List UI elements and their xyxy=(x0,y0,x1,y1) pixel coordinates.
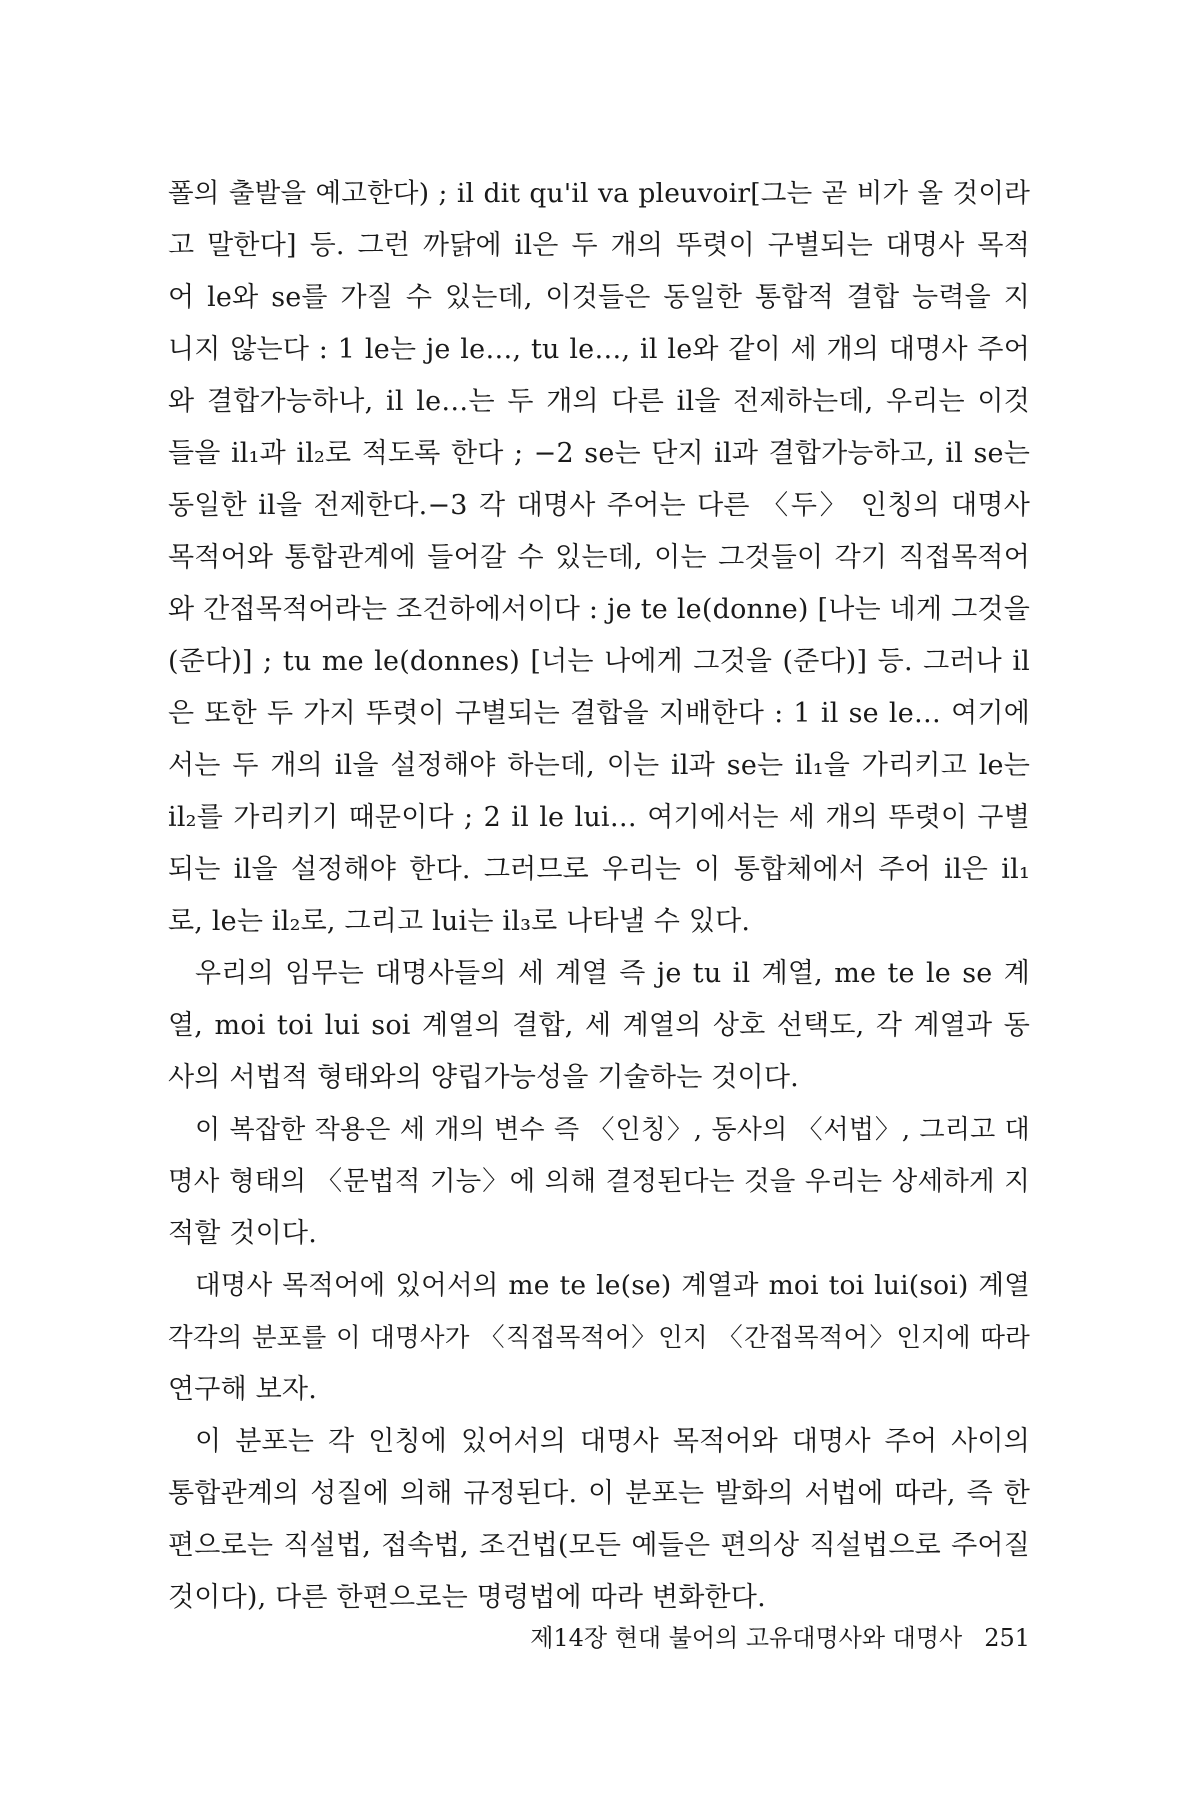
text-line: 폴의 출발을 예고한다) ; il dit qu'il va pleuvoir[그는 곧 비가 올 것이라 xyxy=(168,178,1030,209)
text-line: 로, le는 il₂로, 그리고 lui는 il₃로 나타낼 수 있다. xyxy=(168,906,751,937)
text-line: 들을 il₁과 il₂로 적도록 한다 ; −2 se는 단지 il과 결합가능하고, il se는 xyxy=(168,438,1030,469)
text-line: 서는 두 개의 il을 설정해야 하는데, 이는 il과 se는 il₁을 가리키고 le는 xyxy=(168,750,1030,781)
text-line: 되는 il을 설정해야 한다. 그러므로 우리는 이 통합체에서 주어 il은 il₁ xyxy=(168,854,1030,885)
text-line: 목적어와 통합관계에 들어갈 수 있는데, 이는 그것들이 각기 직접목적어 xyxy=(168,542,1030,573)
text-line: 것이다), 다른 한편으로는 명령법에 따라 변화한다. xyxy=(168,1582,766,1613)
text-line: 사의 서법적 형태와의 양립가능성을 기술하는 것이다. xyxy=(168,1062,799,1093)
text-line: 편으로는 직설법, 접속법, 조건법(모든 예들은 편의상 직설법으로 주어질 xyxy=(168,1530,1030,1561)
text-line: 은 또한 두 가지 뚜렷이 구별되는 결합을 지배한다 : 1 il se le… 여기에 xyxy=(168,698,1030,729)
text-line: 와 간접목적어라는 조건하에서이다 : je te le(donne) [나는 네게 그것을 xyxy=(168,594,1030,625)
text-line: 우리의 임무는 대명사들의 세 계열 즉 je tu il 계열, me te le se 계 xyxy=(195,958,1030,989)
paragraph xyxy=(168,1260,1030,1416)
text-line: 어 le와 se를 가질 수 있는데, 이것들은 동일한 통합적 결합 능력을 지 xyxy=(168,282,1030,313)
paragraph xyxy=(168,1104,1030,1260)
text-line: 적할 것이다. xyxy=(168,1218,317,1249)
text-line: 명사 형태의 〈문법적 기능〉에 의해 결정된다는 것을 우리는 상세하게 지 xyxy=(168,1166,1030,1197)
text-line: 와 결합가능하나, il le…는 두 개의 다른 il을 전제하는데, 우리는 이것 xyxy=(168,386,1030,417)
text-line: 니지 않는다 : 1 le는 je le…, tu le…, il le와 같이 세 개의 대명사 주어 xyxy=(168,334,1030,365)
text-line: il₂를 가리키기 때문이다 ; 2 il le lui… 여기에서는 세 개의 뚜렷이 구별 xyxy=(168,802,1030,833)
paragraph xyxy=(168,1416,1030,1624)
page-footer xyxy=(450,1618,1030,1653)
paragraph xyxy=(168,168,1030,948)
running-title: 제14장 현대 불어의 고유대명사와 대명사 xyxy=(530,1624,963,1652)
text-line: 열, moi toi lui soi 계열의 결합, 세 계열의 상호 선택도, 각 계열과 동 xyxy=(168,1010,1030,1041)
body-text xyxy=(168,168,1030,1624)
text-line: 통합관계의 성질에 의해 규정된다. 이 분포는 발화의 서법에 따라, 즉 한 xyxy=(168,1478,1030,1509)
text-line: 고 말한다] 등. 그런 까닭에 il은 두 개의 뚜렷이 구별되는 대명사 목적 xyxy=(168,230,1030,261)
page-number: 251 xyxy=(984,1624,1030,1652)
paragraph xyxy=(168,948,1030,1104)
text-line: 각각의 분포를 이 대명사가 〈직접목적어〉인지 〈간접목적어〉인지에 따라 xyxy=(168,1323,1030,1353)
text-line: 대명사 목적어에 있어서의 me te le(se) 계열과 moi toi lui(soi) 계열 xyxy=(195,1270,1030,1301)
text-line: (준다)] ; tu me le(donnes) [너는 나에게 그것을 (준다)] 등. 그러나 il xyxy=(168,646,1030,677)
text-line: 이 분포는 각 인칭에 있어서의 대명사 목적어와 대명사 주어 사이의 xyxy=(195,1426,1030,1457)
text-line: 연구해 보자. xyxy=(168,1374,317,1405)
text-line: 동일한 il을 전제한다.−3 각 대명사 주어는 다른 〈두〉 인칭의 대명사 xyxy=(168,490,1030,521)
text-line: 이 복잡한 작용은 세 개의 변수 즉 〈인칭〉, 동사의 〈서법〉, 그리고 대 xyxy=(195,1115,1030,1145)
